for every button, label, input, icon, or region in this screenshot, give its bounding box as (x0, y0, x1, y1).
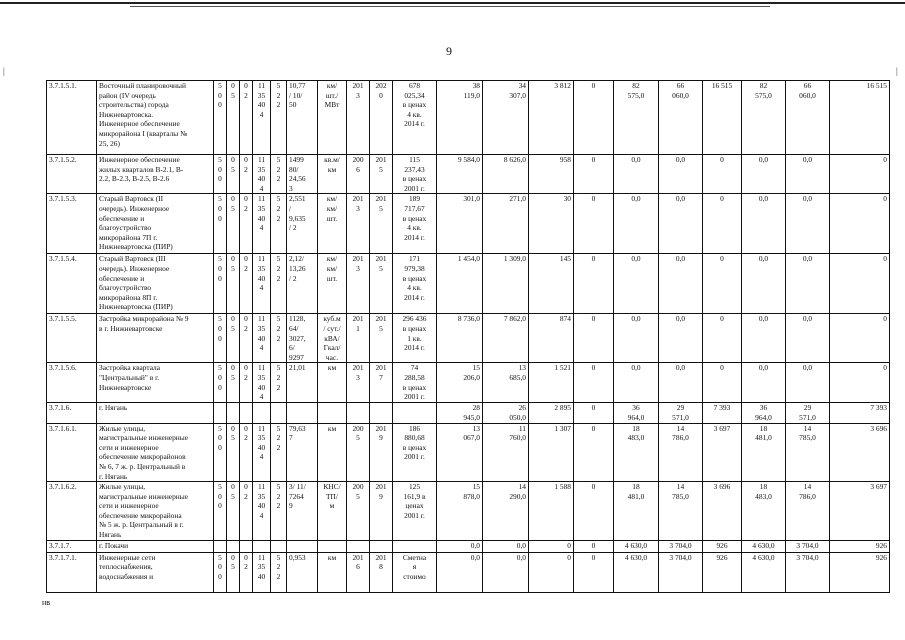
value-1: 15 878,0 (437, 482, 483, 541)
code-digit-b: 0 5 (227, 423, 240, 482)
value-8: 0,0 (742, 194, 786, 254)
value-1: 0,0 (437, 540, 483, 552)
code-digit-c: 0 2 (240, 194, 253, 254)
code-digit-b: 0 5 (227, 254, 240, 314)
code-digit-b: 0 5 (227, 314, 240, 363)
value-5: 36 964,0 (614, 403, 659, 423)
row-code: 3.7.1.6.2. (47, 482, 97, 541)
top-border-line-thin (130, 6, 770, 7)
value-5: 0,0 (614, 194, 659, 254)
code-digit-a: 5 0 0 (214, 155, 227, 194)
table-row (47, 482, 890, 541)
value-9: 66 060,0 (786, 81, 830, 155)
code-digit-b: 0 5 (227, 482, 240, 541)
value-1: 8 736,0 (437, 314, 483, 363)
year-start: 200 5 (347, 423, 370, 482)
table-row (47, 254, 890, 314)
code-digit-c: 0 2 (240, 552, 253, 592)
value-3: 2 895 (529, 403, 574, 423)
value-5: 18 481,0 (614, 482, 659, 541)
code-digit-e: 5 2 2 (271, 423, 287, 482)
value-1: 9 584,0 (437, 155, 483, 194)
value-2: 11 760,0 (483, 423, 529, 482)
row-name: Восточный планировочный район (IV очередь строительства) города Нижневартовска. Инженерное обеспечение микрорайона I (кварталы № 25, 26) (97, 81, 214, 155)
estimated-cost: 296 436 в ценах 1 кв. 2014 г. (393, 314, 437, 363)
value-3: 1 307 (529, 423, 574, 482)
code-digit-d: 11 35 40 4 (253, 81, 271, 155)
code-digit-d: 11 35 40 4 (253, 363, 271, 403)
year-end: 201 5 (370, 155, 393, 194)
code-digit-c: 0 2 (240, 155, 253, 194)
table-row (47, 423, 890, 482)
value-8: 4 630,0 (742, 552, 786, 592)
value-2: 7 862,0 (483, 314, 529, 363)
year-end (370, 403, 393, 423)
code-digit-c: 0 2 (240, 254, 253, 314)
value-4: 0 (574, 81, 614, 155)
row-name: Застройка квартала "Центральный" в г. Нижневартовске (97, 363, 214, 403)
code-digit-a: 5 0 0 (214, 552, 227, 592)
value-9: 3 704,0 (786, 540, 830, 552)
value-3: 0 (529, 552, 574, 592)
row-code: 3.7.1.5.5. (47, 314, 97, 363)
value-5: 82 575,0 (614, 81, 659, 155)
value-9: 0,0 (786, 363, 830, 403)
year-end: 201 5 (370, 314, 393, 363)
value-10: 3 697 (830, 482, 890, 541)
value-6: 29 571,0 (659, 403, 703, 423)
table-row (47, 194, 890, 254)
value-6: 14 785,0 (659, 482, 703, 541)
row-code: 3.7.1.5.4. (47, 254, 97, 314)
value-6: 3 704,0 (659, 540, 703, 552)
value-4: 0 (574, 403, 614, 423)
estimated-cost: 186 880,68 в ценах 2001 г. (393, 423, 437, 482)
year-start: 201 3 (347, 363, 370, 403)
budget-table (46, 80, 890, 593)
value-4: 0 (574, 482, 614, 541)
value-9: 0,0 (786, 155, 830, 194)
capacity: 2,551 / 9,635 / 2 (287, 194, 318, 254)
value-4: 0 (574, 194, 614, 254)
value-6: 66 060,0 (659, 81, 703, 155)
value-10: 926 (830, 552, 890, 592)
value-4: 0 (574, 540, 614, 552)
value-8: 18 481,0 (742, 423, 786, 482)
value-9: 14 786,0 (786, 482, 830, 541)
value-9: 0,0 (786, 314, 830, 363)
table-row (47, 552, 890, 592)
code-digit-a: 5 0 0 (214, 363, 227, 403)
value-5: 0,0 (614, 155, 659, 194)
value-3: 958 (529, 155, 574, 194)
capacity (287, 403, 318, 423)
page-number: 9 (446, 44, 452, 58)
capacity: 2,12/ 13,26 / 2 (287, 254, 318, 314)
row-name: Жилые улицы, магистральные инженерные сети и инженерное обеспечение микрорайона № 5 ж. р. Центральный в г. Нягань (97, 482, 214, 541)
value-4: 0 (574, 155, 614, 194)
capacity: 10,77 / 10/ 50 (287, 81, 318, 155)
scan-mark-right: | (896, 66, 898, 76)
year-start: 200 5 (347, 482, 370, 541)
value-7: 0 (703, 155, 742, 194)
code-digit-e: 5 2 2 (271, 254, 287, 314)
row-code: 3.7.1.5.1. (47, 81, 97, 155)
value-5: 4 630,0 (614, 552, 659, 592)
row-code: 3.7.1.5.3. (47, 194, 97, 254)
code-digit-b: 0 5 (227, 194, 240, 254)
value-7: 0 (703, 194, 742, 254)
unit: км/ км/ шт. (318, 194, 347, 254)
code-digit-e: 5 2 2 (271, 363, 287, 403)
table-row (47, 81, 890, 155)
code-digit-a: 5 0 0 (214, 81, 227, 155)
value-2: 14 290,0 (483, 482, 529, 541)
code-digit-b: 0 5 (227, 155, 240, 194)
row-name: г. Покачи (97, 540, 214, 552)
value-9: 0,0 (786, 254, 830, 314)
unit (318, 403, 347, 423)
year-end (370, 540, 393, 552)
value-4: 0 (574, 254, 614, 314)
code-digit-d: 11 35 40 4 (253, 155, 271, 194)
value-10: 7 393 (830, 403, 890, 423)
unit: км (318, 552, 347, 592)
code-digit-d: 11 35 40 4 (253, 194, 271, 254)
code-digit-b: 0 5 (227, 552, 240, 592)
value-3: 1 521 (529, 363, 574, 403)
code-digit-b (227, 403, 240, 423)
code-digit-d (253, 403, 271, 423)
value-3: 30 (529, 194, 574, 254)
code-digit-d: 11 35 40 4 (253, 482, 271, 541)
unit: км (318, 363, 347, 403)
code-digit-c (240, 540, 253, 552)
row-name: Старый Вартовск (II очередь). Инженерное обеспечение и благоустройство микрорайона 7П г. Нижневартовска (ПИР) (97, 194, 214, 254)
code-digit-b: 0 5 (227, 363, 240, 403)
year-end: 201 8 (370, 552, 393, 592)
year-start: 201 3 (347, 81, 370, 155)
capacity: 1128, 64/ 3027, 6/ 9297 (287, 314, 318, 363)
value-9: 29 571,0 (786, 403, 830, 423)
estimated-cost: 189 717,67 в ценах 4 кв. 2014 г. (393, 194, 437, 254)
code-digit-c: 0 2 (240, 81, 253, 155)
value-7: 3 697 (703, 423, 742, 482)
value-6: 0,0 (659, 314, 703, 363)
capacity: 79,63 7 (287, 423, 318, 482)
value-7: 926 (703, 552, 742, 592)
estimated-cost (393, 403, 437, 423)
estimated-cost (393, 540, 437, 552)
value-5: 4 630,0 (614, 540, 659, 552)
code-digit-a (214, 403, 227, 423)
value-2: 1 309,0 (483, 254, 529, 314)
code-digit-d: 11 35 40 (253, 552, 271, 592)
value-7: 0 (703, 254, 742, 314)
unit: км/ шт./ МВт (318, 81, 347, 155)
value-5: 0,0 (614, 314, 659, 363)
row-name: Застройка микрорайона № 9 в г. Нижневартовске (97, 314, 214, 363)
capacity: 0,953 (287, 552, 318, 592)
code-digit-e: 5 2 2 (271, 155, 287, 194)
value-1: 1 454,0 (437, 254, 483, 314)
value-10: 0 (830, 155, 890, 194)
value-1: 28 945,0 (437, 403, 483, 423)
table-row (47, 540, 890, 552)
value-7: 16 515 (703, 81, 742, 155)
value-4: 0 (574, 314, 614, 363)
row-code: 3.7.1.5.2. (47, 155, 97, 194)
scan-mark-left: | (3, 66, 5, 76)
value-9: 0,0 (786, 194, 830, 254)
row-name: Инженерные сети теплоснабжения, водоснабжения и (97, 552, 214, 592)
year-start: 200 6 (347, 155, 370, 194)
year-end: 201 9 (370, 482, 393, 541)
year-end: 201 7 (370, 363, 393, 403)
year-start (347, 540, 370, 552)
code-digit-e: 5 2 2 (271, 552, 287, 592)
year-start: 201 1 (347, 314, 370, 363)
capacity: 21,01 (287, 363, 318, 403)
year-start: 201 3 (347, 254, 370, 314)
unit: КНС/ ТП/ м (318, 482, 347, 541)
unit: кв.м/ км (318, 155, 347, 194)
year-end: 201 9 (370, 423, 393, 482)
value-4: 0 (574, 552, 614, 592)
code-digit-e: 5 2 2 (271, 482, 287, 541)
row-code: 3.7.1.5.6. (47, 363, 97, 403)
table-row (47, 155, 890, 194)
value-1: 38 119,0 (437, 81, 483, 155)
value-3: 145 (529, 254, 574, 314)
year-end: 202 0 (370, 81, 393, 155)
code-digit-e (271, 540, 287, 552)
code-digit-a: 5 0 0 (214, 194, 227, 254)
value-2: 0,0 (483, 552, 529, 592)
value-10: 926 (830, 540, 890, 552)
value-6: 0,0 (659, 155, 703, 194)
code-digit-c (240, 403, 253, 423)
value-7: 0 (703, 314, 742, 363)
value-1: 301,0 (437, 194, 483, 254)
value-10: 3 696 (830, 423, 890, 482)
value-1: 15 206,0 (437, 363, 483, 403)
value-10: 0 (830, 194, 890, 254)
value-7: 926 (703, 540, 742, 552)
unit: км/ км/ шт. (318, 254, 347, 314)
capacity: 3/ 11/ 7264 9 (287, 482, 318, 541)
estimated-cost: 125 161,9 в ценах 2001 г. (393, 482, 437, 541)
row-code: 3.7.1.6.1. (47, 423, 97, 482)
row-code: 3.7.1.7. (47, 540, 97, 552)
row-code: 3.7.1.6. (47, 403, 97, 423)
estimated-cost: 171 979,38 в ценах 4 кв. 2014 г. (393, 254, 437, 314)
value-6: 0,0 (659, 194, 703, 254)
value-1: 0,0 (437, 552, 483, 592)
row-name: Инженерное обеспечение жилых кварталов В-2.1, В- 2.2, В-2.3, В-2.5, В-2.6 (97, 155, 214, 194)
value-6: 3 704,0 (659, 552, 703, 592)
row-code: 3.7.1.7.1. (47, 552, 97, 592)
year-start: 201 6 (347, 552, 370, 592)
code-digit-b: 0 5 (227, 81, 240, 155)
code-digit-c: 0 2 (240, 314, 253, 363)
value-8: 0,0 (742, 314, 786, 363)
value-3: 3 812 (529, 81, 574, 155)
value-2: 26 050,0 (483, 403, 529, 423)
value-7: 3 696 (703, 482, 742, 541)
value-6: 14 786,0 (659, 423, 703, 482)
code-digit-e: 5 2 2 (271, 81, 287, 155)
value-2: 13 685,0 (483, 363, 529, 403)
code-digit-e: 5 2 2 (271, 194, 287, 254)
code-digit-a: 5 0 0 (214, 314, 227, 363)
code-digit-d: 11 35 40 4 (253, 423, 271, 482)
capacity: 1499 80/ 24,56 3 (287, 155, 318, 194)
value-3: 874 (529, 314, 574, 363)
code-digit-a (214, 540, 227, 552)
value-2: 8 626,0 (483, 155, 529, 194)
value-9: 14 785,0 (786, 423, 830, 482)
value-10: 0 (830, 254, 890, 314)
value-5: 18 483,0 (614, 423, 659, 482)
value-3: 0 (529, 540, 574, 552)
year-start (347, 403, 370, 423)
code-digit-e (271, 403, 287, 423)
year-start: 201 3 (347, 194, 370, 254)
value-3: 1 588 (529, 482, 574, 541)
code-digit-d: 11 35 40 4 (253, 254, 271, 314)
value-4: 0 (574, 363, 614, 403)
value-2: 271,0 (483, 194, 529, 254)
value-10: 16 515 (830, 81, 890, 155)
value-6: 0,0 (659, 363, 703, 403)
code-digit-a: 5 0 0 (214, 254, 227, 314)
code-digit-a: 5 0 0 (214, 482, 227, 541)
table-row (47, 403, 890, 423)
year-end: 201 5 (370, 194, 393, 254)
code-digit-b (227, 540, 240, 552)
value-1: 13 067,0 (437, 423, 483, 482)
code-digit-c: 0 2 (240, 482, 253, 541)
estimated-cost: Сметна я стоимо (393, 552, 437, 592)
value-9: 3 704,0 (786, 552, 830, 592)
capacity (287, 540, 318, 552)
value-10: 0 (830, 314, 890, 363)
row-name: Старый Вартовск (III очередь). Инженерное обеспечение и благоустройство микрорайона 8П г. Нижневартовска (ПИР) (97, 254, 214, 314)
code-digit-e: 5 2 2 (271, 314, 287, 363)
value-8: 36 964,0 (742, 403, 786, 423)
estimated-cost: 115 237,43 в ценах 2001 г. (393, 155, 437, 194)
code-digit-c: 0 2 (240, 423, 253, 482)
estimated-cost: 678 025,34 в ценах 4 кв. 2014 г. (393, 81, 437, 155)
value-8: 18 483,0 (742, 482, 786, 541)
table-row (47, 363, 890, 403)
value-8: 0,0 (742, 155, 786, 194)
value-5: 0,0 (614, 363, 659, 403)
row-name: Жилые улицы, магистральные инженерные сети и инженерное обеспечение микрорайонов № 6, 7 ж. р. Центральный в г. Нягань (97, 423, 214, 482)
code-digit-d (253, 540, 271, 552)
footer-mark: нв (42, 598, 51, 607)
value-2: 34 307,0 (483, 81, 529, 155)
value-7: 0 (703, 363, 742, 403)
value-5: 0,0 (614, 254, 659, 314)
value-8: 4 630,0 (742, 540, 786, 552)
estimated-cost: 74 288,58 в ценах 2001 г. (393, 363, 437, 403)
table-row (47, 314, 890, 363)
code-digit-c: 0 2 (240, 363, 253, 403)
value-8: 82 575,0 (742, 81, 786, 155)
code-digit-a: 5 0 0 (214, 423, 227, 482)
value-6: 0,0 (659, 254, 703, 314)
year-end: 201 5 (370, 254, 393, 314)
table-body (47, 81, 890, 593)
code-digit-d: 11 35 40 4 (253, 314, 271, 363)
value-4: 0 (574, 423, 614, 482)
row-name: г. Нягань (97, 403, 214, 423)
unit: км (318, 423, 347, 482)
value-8: 0,0 (742, 363, 786, 403)
unit (318, 540, 347, 552)
top-border-line (0, 2, 905, 4)
value-8: 0,0 (742, 254, 786, 314)
value-7: 7 393 (703, 403, 742, 423)
unit: куб.м / сут./ кВА/ Гкал/ час. (318, 314, 347, 363)
value-2: 0,0 (483, 540, 529, 552)
value-10: 0 (830, 363, 890, 403)
